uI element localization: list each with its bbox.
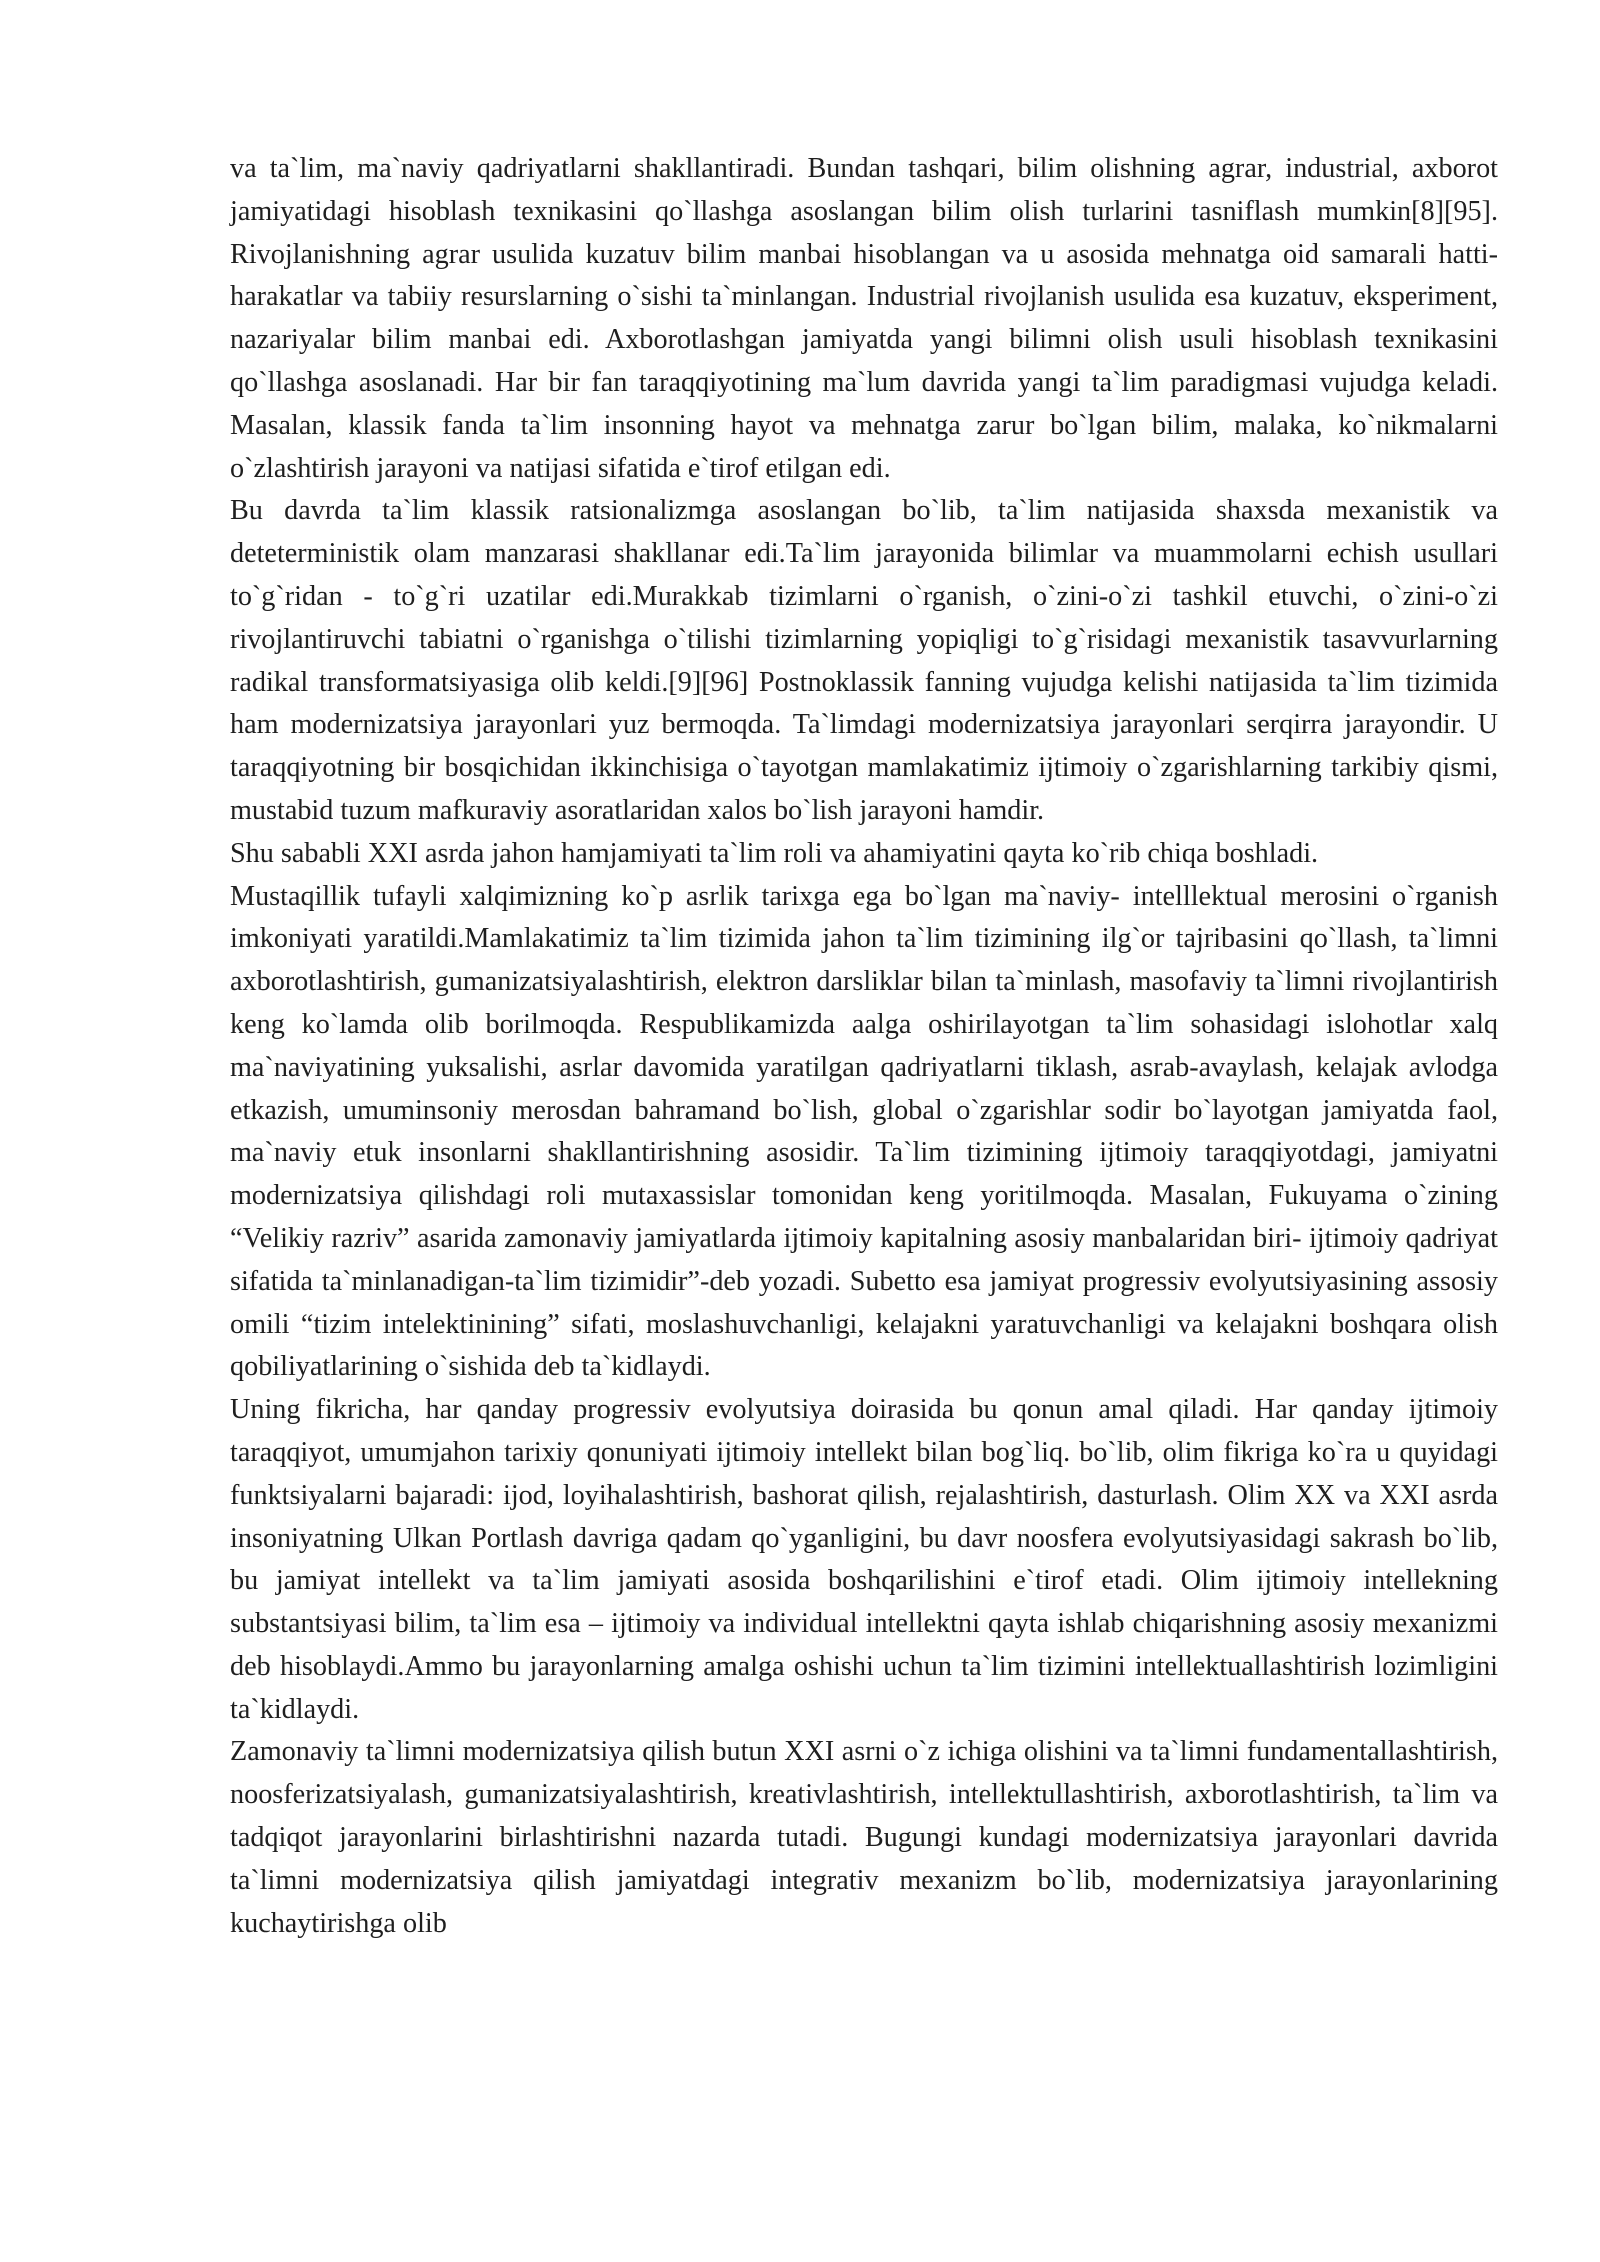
paragraph-5: Uning fikricha, har qanday progressiv evolyutsiya doirasida bu qonun amal qiladi. Har qanday ijtimoiy taraqqiyot, umumjahon tarixiy qonuniyati ijtimoiy intellekt bilan bog`liq. bo`lib, olim fikriga ko`ra u quyidagi funktsiyalarni bajaradi: ijod, loyihalashtirish, bashorat qilish, rejalashtirish, dasturlash. Olim XX va XXI asrda insoniyatning Ulkan Portlash davriga qadam qo`yganligini, bu davr noosfera evolyutsiyasidagi sakrash bo`lib, bu jamiyat intellekt va ta`lim jamiyati asosida boshqarilishini e`tirof etadi. Olim ijtimoiy intellekning substantsiyasi bilim, ta`lim esa – ijtimoiy va individual intellektni qayta ishlab chiqarishning asosiy mexanizmi deb hisoblaydi.Ammo bu jarayonlarning amalga oshishi uchun ta`lim tizimini intellektuallashtirish lozimligini ta`kidlaydi. xyxy=(230,1394,1498,1725)
paragraph-1: va ta`lim, ma`naviy qadriyatlarni shakllantiradi. Bundan tashqari, bilim olishning agrar, industrial, axborot jamiyatidagi hisoblash texnikasini qo`llashga asoslangan bilim olish turlarini tasniflash mumkin[8][95]. Rivojlanishning agrar usulida kuzatuv bilim manbai hisoblangan va u asosida mehnatga oid samarali hatti-harakatlar va tabiiy resurslarning o`sishi ta`minlangan. Industrial rivojlanish usulida esa kuzatuv, eksperiment, nazariyalar bilim manbai edi. Axborotlashgan jamiyatda yangi bilimni olish usuli hisoblash texnikasini qo`llashga asoslanadi. Har bir fan taraqqiyotining ma`lum davrida yangi ta`lim paradigmasi vujudga keladi. Masalan, klassik fanda ta`lim insonning hayot va mehnatga zarur bo`lgan bilim, malaka, ko`nikmalarni o`zlashtirish jarayoni va natijasi sifatida e`tirof etilgan edi. xyxy=(230,153,1498,484)
paragraph-6: Zamonaviy ta`limni modernizatsiya qilish butun XXI asrni o`z ichiga olishini va ta`limni fundamentallashtirish, noosferizatsiyalash, gumanizatsiyalashtirish, kreativlashtirish, intellektullashtirish, axborotlashtirish, ta`lim va tadqiqot jarayonlarini birlashtirishni nazarda tutadi. Bugungi kundagi modernizatsiya jarayonlari davrida ta`limni modernizatsiya qilish jamiyatdagi integrativ mexanizm bo`lib, modernizatsiya jarayonlarining kuchaytirishga olib xyxy=(230,1736,1498,1939)
paragraph-3: Shu sababli XXI asrda jahon hamjamiyati ta`lim roli va ahamiyatini qayta ko`rib chiqa boshladi. xyxy=(230,837,1319,869)
paragraph-4: Mustaqillik tufayli xalqimizning ko`p asrlik tarixga ega bo`lgan ma`naviy- intelllektual merosini o`rganish imkoniyati yaratildi.Mamlakatimiz ta`lim tizimida jahon ta`lim tizimining ilg`or tajribasini qo`llash, ta`limni axborotlashtirish, gumanizatsiyalashtirish, elektron darsliklar bilan ta`minlash, masofaviy ta`limni rivojlantirish keng ko`lamda olib borilmoqda. Respublikamizda aalga oshirilayotgan ta`lim sohasidagi islohotlar xalq ma`naviyatining yuksalishi, asrlar davomida yaratilgan qadriyatlarni tiklash, asrab-avaylash, kelajak avlodga etkazish, umuminsoniy merosdan bahramand bo`lish, global o`zgarishlar sodir bo`layotgan jamiyatda faol, ma`naviy etuk insonlarni shakllantirishning asosidir. Ta`lim tizimining ijtimoiy taraqqiyotdagi, jamiyatni modernizatsiya qilishdagi roli mutaxassislar tomonidan keng yoritilmoqda. Masalan, Fukuyama o`zining “Velikiy razriv” asarida zamonaviy jamiyatlarda ijtimoiy kapitalning asosiy manbalaridan biri- ijtimoiy qadriyat sifatida ta`minlanadigan-ta`lim tizimidir”-deb yozadi. Subetto esa jamiyat progressiv evolyutsiyasining assosiy omili “tizim intelektinining” sifati, moslashuvchanligi, kelajakni yaratuvchanligi va kelajakni boshqara olish qobiliyatlarining o`sishida deb ta`kidlaydi. xyxy=(230,880,1498,1383)
paragraph-2: Bu davrda ta`lim klassik ratsionalizmga asoslangan bo`lib, ta`lim natijasida shaxsda mexanistik va deteterministik olam manzarasi shakllanar edi.Ta`lim jarayonida bilimlar va muammolarni echish usullari to`g`ridan - to`g`ri uzatilar edi.Murakkab tizimlarni o`rganish, o`zini-o`zi tashkil etuvchi, o`zini-o`zi rivojlantiruvchi tabiatni o`rganishga o`tilishi tizimlarning yopiqligi to`g`risidagi mexanistik tasavvurlarning radikal transformatsiyasiga olib keldi.[9][96] Postnoklassik fanning vujudga kelishi natijasida ta`lim tizimida ham modernizatsiya jarayonlari yuz bermoqda. Ta`limdagi modernizatsiya jarayonlari serqirra jarayondir. U taraqqiyotning bir bosqichidan ikkinchisiga o`tayotgan mamlakatimiz ijtimoiy o`zgarishlarning tarkibiy qismi, mustabid tuzum mafkuraviy asoratlaridan xalos bo`lish jarayoni hamdir. xyxy=(230,495,1498,826)
document-page xyxy=(230,148,1498,1945)
